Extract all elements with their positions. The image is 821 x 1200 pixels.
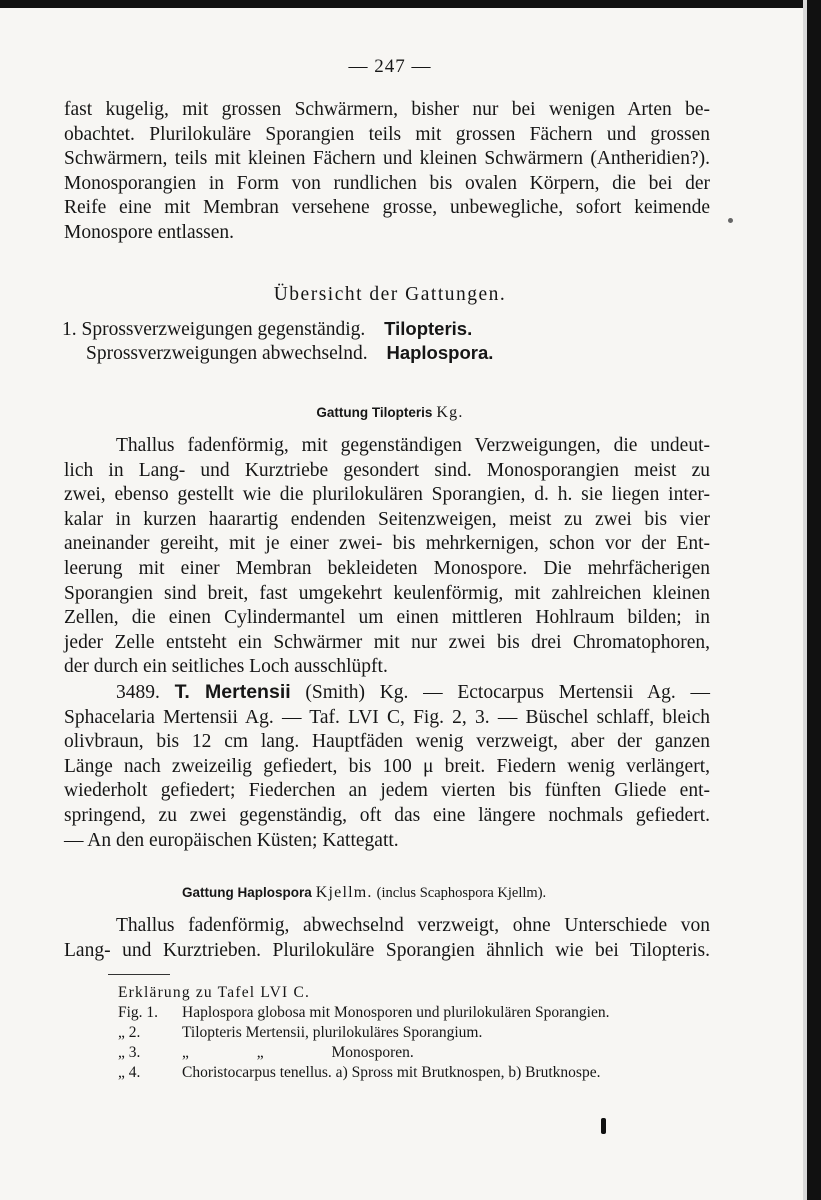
plate-explanation-title xyxy=(118,984,310,1002)
text-line: lich in Lang- und Kurztriebe gesondert sind. Monosporangien meist zu xyxy=(64,459,710,481)
genus-author: Kjellm. xyxy=(315,884,373,901)
ink-speck xyxy=(728,218,733,223)
text-line: aneinander gereiht, mit je einer zwei- bis mehrkernigen, schon vor der Ent- xyxy=(64,533,710,555)
figure-caption: Tilopteris Mertensii, plurilokuläres Sporangium. xyxy=(182,1024,483,1041)
tilopteris-description xyxy=(64,434,710,680)
species-name: T. Mertensii xyxy=(174,681,291,703)
text-line: leerung mit einer Membran bekleideten Monospore. Die mehrfächerigen xyxy=(64,557,710,579)
genus-heading-tilopteris xyxy=(0,404,780,422)
genus-label: Gattung Tilopteris xyxy=(316,405,433,420)
ink-speck xyxy=(601,1118,606,1134)
key-genus: Haplospora. xyxy=(386,342,494,363)
text-line: Monospore entlassen. xyxy=(64,221,235,243)
key-number: 1. xyxy=(62,319,77,340)
explanation-row xyxy=(118,1024,482,1042)
figure-caption: Haplospora globosa mit Monosporen und plurilokulären Sporangien. xyxy=(182,1004,610,1021)
figure-number: „ 4. xyxy=(118,1064,141,1081)
text-line: obachtet. Plurilokuläre Sporangien teils mit grossen Fächern und grossen xyxy=(64,123,710,145)
scan-edge-top xyxy=(0,0,821,8)
text-line: Sporangien sind breit, fast umgekehrt keulenförmig, mit zahlreichen kleinen xyxy=(64,582,710,604)
figure-number: „ 3. xyxy=(118,1044,141,1061)
key-row-2 xyxy=(86,342,493,365)
text-line: zwei, ebenso gestellt wie die plurilokulären Sporangien, d. h. sie liegen inter- xyxy=(64,484,710,506)
text-line: wiederholt gefiedert; Fiederchen an jedem vierten bis fünften Gliede ent- xyxy=(64,780,710,802)
text-line: jeder Zelle entsteht ein Schwärmer mit nur zwei bis drei Chromatophoren, xyxy=(64,631,710,653)
text-line xyxy=(64,680,710,706)
text-line: fast kugelig, mit grossen Schwärmern, bisher nur bei wenigen Arten be- xyxy=(64,99,710,120)
haplospora-description xyxy=(64,914,710,963)
text-line: — An den europäischen Küsten; Kattegatt. xyxy=(64,829,399,851)
genus-label: Gattung Haplospora xyxy=(182,885,312,900)
text-line: Monosporangien in Form von rundlichen bis ovalen Körpern, die bei der xyxy=(64,172,710,194)
text-line: springend, zu zwei gegenständig, oft das eine längere nochmals gefiedert. xyxy=(64,804,710,826)
key-text: Sprossverzweigungen abwechselnd. xyxy=(86,343,368,364)
overview-heading: Übersicht der Gattungen. xyxy=(273,284,507,305)
footnote-rule xyxy=(108,974,170,975)
text-line: olivbraun, bis 12 cm lang. Hauptfäden wenig verzweigt, aber der ganzen xyxy=(64,731,710,753)
explanation-row xyxy=(118,1044,414,1062)
scan-edge-right xyxy=(807,0,821,1200)
species-entry xyxy=(64,680,710,853)
text-line: kalar in kurzen haarartig endenden Seitenzweigen, meist zu zwei bis vier xyxy=(64,508,710,530)
species-number: 3489. xyxy=(116,682,160,703)
figure-caption: Choristocarpus tenellus. a) Spross mit Brutknospen, b) Brutknospe. xyxy=(182,1064,601,1081)
text-line: Sphacelaria Mertensii Ag. — Taf. LVI C, Fig. 2, 3. — Büschel schlaff, bleich xyxy=(64,706,710,728)
explanation-row xyxy=(118,1004,609,1022)
text-line: der durch ein seitliches Loch ausschlüpft. xyxy=(64,656,388,678)
text-line: Länge nach zweizeilig gefiedert, bis 100 μ breit. Fiedern wenig verlängert, xyxy=(64,755,710,777)
key-text: Sprossverzweigungen gegenständig. xyxy=(81,319,366,340)
text-line: Reife eine mit Membran versehene grosse, unbewegliche, sofort keimende xyxy=(64,197,710,219)
genus-heading-haplospora xyxy=(62,884,546,902)
text-line: Zellen, die einen Cylindermantel um einen mittleren Hohlraum bilden; in xyxy=(64,607,710,629)
explanation-row xyxy=(118,1064,600,1082)
genus-note: (inclus Scaphospora Kjellm). xyxy=(376,885,547,901)
text-line: Lang- und Kurztrieben. Plurilokuläre Sporangien ähnlich wie bei Tilopteris. xyxy=(64,939,710,961)
figure-number: Fig. 1. xyxy=(118,1004,159,1021)
figure-caption: „ „ Monosporen. xyxy=(182,1044,414,1061)
intro-paragraph xyxy=(64,98,710,246)
key-row-1 xyxy=(62,318,472,341)
text-line: Thallus fadenförmig, mit gegenständigen Verzweigungen, die undeut- xyxy=(116,435,710,456)
key-genus: Tilopteris. xyxy=(384,318,473,339)
figure-number: „ 2. xyxy=(118,1024,141,1041)
text-line: Schwärmern, teils mit kleinen Fächern und kleinen Schwärmern (Antheridien?). xyxy=(64,148,710,170)
text-line: Thallus fadenförmig, abwechselnd verzweigt, ohne Unterschiede von xyxy=(116,915,710,936)
species-synonym: — Ectocarpus Mertensii Ag. — xyxy=(423,682,711,703)
page-number: — 247 — xyxy=(348,56,432,77)
explanation-title: Erklärung zu Tafel LVI C. xyxy=(118,984,311,1001)
species-author: (Smith) Kg. xyxy=(305,682,409,703)
genus-author: Kg. xyxy=(436,404,464,421)
